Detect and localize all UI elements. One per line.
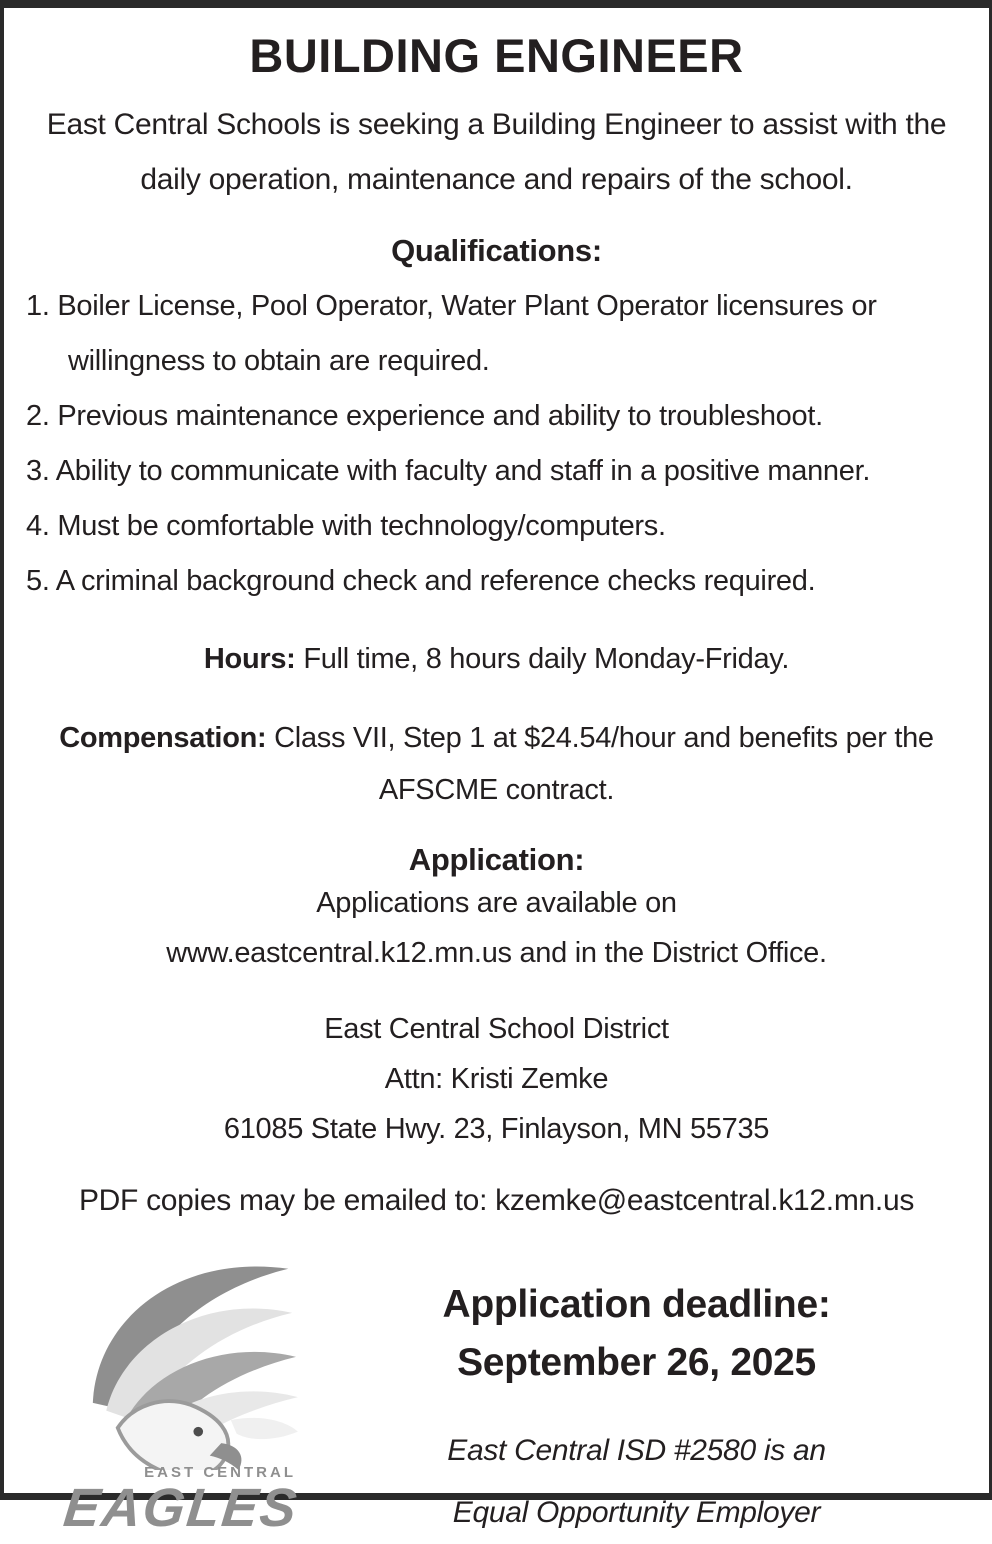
deadline-date: September 26, 2025: [457, 1341, 816, 1384]
logo-team-name: EAGLES: [60, 1478, 302, 1538]
contact-address: 61085 State Hwy. 23, Finlayson, MN 55735: [223, 1113, 770, 1145]
compensation-label: Compensation:: [59, 722, 267, 754]
deadline-column: [336, 1240, 967, 1544]
list-item-number: 1.: [26, 290, 50, 322]
bottom-section: [26, 1240, 967, 1544]
list-item-text: Boiler License, Pool Operator, Water Plant Operator licensures or willingness to obtain are required.: [57, 290, 877, 377]
list-item: [26, 279, 967, 389]
contact-attn: Attn: Kristi Zemke: [384, 1063, 609, 1095]
list-item-number: 5.: [26, 565, 50, 597]
list-item-number: 4.: [26, 510, 50, 542]
hours-label: Hours:: [203, 643, 296, 675]
application-section: [26, 842, 967, 978]
hours-line: [26, 643, 967, 676]
list-item-number: 2.: [26, 400, 50, 432]
eagle-icon: [51, 1240, 311, 1470]
logo-location-text: EAST CENTRAL: [144, 1464, 296, 1481]
eoe-block: [336, 1420, 937, 1544]
contact-district: East Central School District: [324, 1013, 669, 1045]
list-item-text: Ability to communicate with faculty and staff in a positive manner.: [55, 455, 871, 487]
list-item-text: Must be comfortable with technology/computers.: [57, 510, 666, 542]
pdf-email-line: PDF copies may be emailed to: kzemke@eastcentral.k12.mn.us: [78, 1184, 915, 1217]
list-item-text: Previous maintenance experience and ability to troubleshoot.: [57, 400, 823, 432]
application-heading: Application:: [408, 842, 585, 877]
list-item: [26, 444, 967, 499]
school-logo: [26, 1240, 336, 1544]
intro-paragraph: East Central Schools is seeking a Building Engineer to assist with the daily operation, maintenance and repairs of the school.: [46, 108, 947, 196]
list-item-text: A criminal background check and reference checks required.: [55, 565, 816, 597]
list-item: [26, 554, 967, 609]
compensation-text-line2: AFSCME contract.: [378, 774, 615, 806]
application-line-2: www.eastcentral.k12.mn.us and in the District Office.: [166, 937, 827, 969]
deadline-label: Application deadline:: [442, 1283, 831, 1326]
compensation-line: [26, 712, 967, 816]
qualifications-heading: Qualifications:: [391, 233, 602, 268]
application-line-1: Applications are available on: [316, 887, 677, 919]
list-item: [26, 499, 967, 554]
qualifications-list: [26, 279, 967, 609]
ad-title: BUILDING ENGINEER: [249, 29, 744, 82]
deadline-block: [336, 1276, 937, 1392]
list-item: [26, 389, 967, 444]
eoe-line-2: Equal Opportunity Employer: [452, 1496, 821, 1529]
hours-text: Full time, 8 hours daily Monday-Friday.: [303, 643, 790, 675]
list-item-number: 3.: [26, 455, 50, 487]
eoe-line-1: East Central ISD #2580 is an: [447, 1434, 826, 1467]
contact-block: [26, 1004, 967, 1154]
compensation-text-line1: Class VII, Step 1 at $24.54/hour and benefits per the: [274, 722, 934, 754]
